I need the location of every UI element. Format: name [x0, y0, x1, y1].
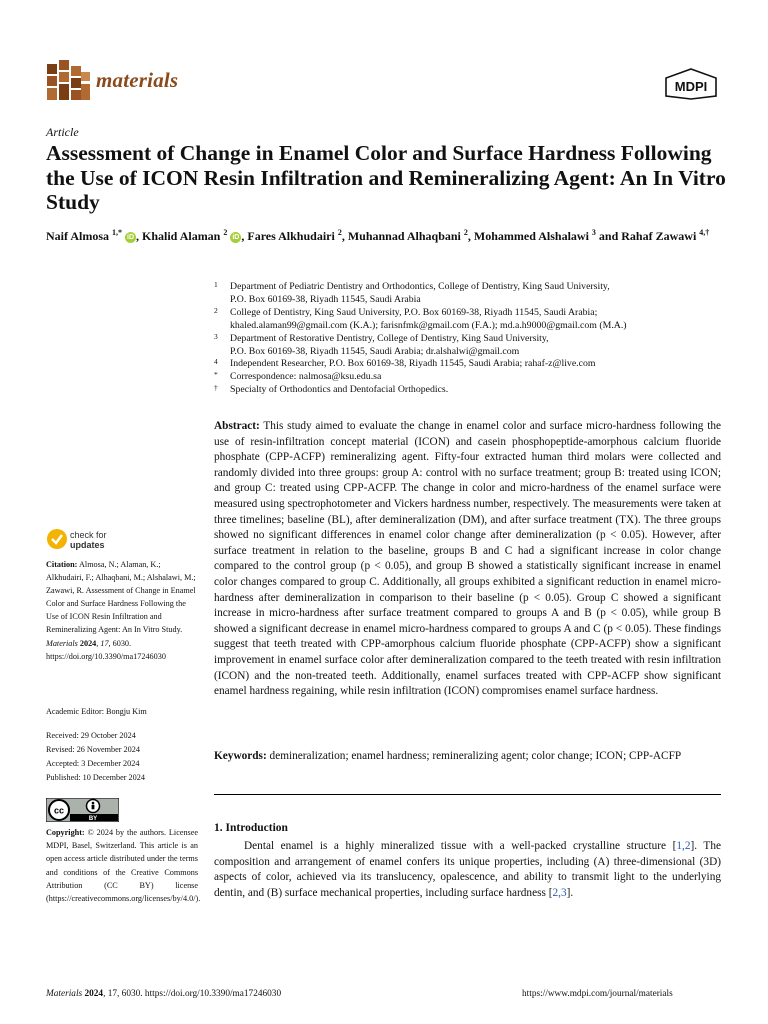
author[interactable]: Khalid Alaman $^2$	[142, 228, 228, 243]
author[interactable]: Rahaf Zawawi $^{4,\dagger}$	[621, 228, 710, 243]
author-affiliation-mark: 4,†	[699, 228, 710, 237]
affiliation-item	[214, 358, 734, 371]
affiliation-mark: 4	[214, 357, 218, 367]
author-affiliation-mark: 3	[591, 228, 596, 237]
abstract-text: This study aimed to evaluate the change in enamel color and surface micro-hardness following the use of resin-infiltration concept material (ICON) and casein phosphopeptide-amorphous calcium fluoride phosphate (CPP-ACFP) remineralizing agent. Fifty-four extracted human third molars were collected and randomly divided into three groups: group A: control with no surface treatment; group B: treated using ICON; and group C: treated using CPP-ACFP. The change in color and micro-hardness of the enamel surface were measured using spectrophotometer and Vickers hardness number, respectively. The measurements were taken at three timelines; baseline (BL), after demineralization (DM), and after surface treatment (TX). The three groups showed no significant differences in enamel color change after demineralization (p < 0.05). However, after surface treatment in relation to the baseline, groups B and C had a significant increase in color change compared to the control group (p < 0.05), and group B showed a statistically significant increase in enamel color changes compared to group C. Additionally, all groups exhibited a significant reduction in enamel micro-hardness after demineralization in comparison to their baseline (p < 0.05). Group C showed a significant increase in micro-hardness after surface treatment compared to groups A and B (p < 0.05), while group B showed a significant decrease in enamel micro-hardness compared to groups A and C (p < 0.05). These findings suggest that teeth treated with CPP-amorphous calcium fluoride phosphate (CPP-ACFP) show a significant improvement in enamel surface color after demineralization compared to the teeth treated with resin infiltration (ICON) and the non-treated teeth. Additionally, enamel surfaces treated with CPP-ACFP show significant enamel hardness regaining, while resin infiltration (ICON) compromises enamel surface hardness.	[214, 420, 721, 698]
date-received: Received: 29 October 2024	[46, 731, 136, 740]
footer-doi[interactable]: , 17, 6030. https://doi.org/10.3390/ma17246030	[103, 989, 282, 999]
intro-paragraph	[214, 839, 721, 901]
keywords-label: Keywords:	[214, 750, 267, 762]
affiliation-line: Specialty of Orthodontics and Dentofacial Orthopedics.	[230, 384, 449, 396]
citation-year: 2024	[79, 638, 97, 648]
affiliation-item	[214, 384, 734, 397]
keywords	[214, 749, 721, 765]
intro-text: Dental enamel is a highly mineralized tissue with a well-packed crystalline structure [	[244, 840, 677, 852]
citation-journal: Materials	[46, 638, 78, 648]
keywords-text: demineralization; enamel hardness; remineralizing agent; color change; ICON; CPP-ACFP	[269, 750, 682, 762]
citation-block	[46, 558, 198, 663]
mdpi-logo[interactable]	[664, 68, 718, 100]
footer-journal-url[interactable]: https://www.mdpi.com/journal/materials	[522, 989, 673, 999]
affiliation-item	[214, 371, 734, 384]
affiliation-line: khaled.alaman99@gmail.com (K.A.); farisnfmk@gmail.com (F.A.); md.a.h9000@gmail.com (M.A.)	[230, 319, 627, 331]
author-affiliation-mark: 2	[223, 228, 228, 237]
date-revised: Revised: 26 November 2024	[46, 745, 140, 754]
affiliation-line: P.O. Box 60169-38, Riyadh 11545, Saudi Arabia	[230, 293, 421, 305]
affiliation-mark: 1	[214, 280, 218, 289]
svg-text:BY: BY	[88, 816, 98, 822]
divider	[214, 794, 721, 795]
orcid-icon[interactable]: iD	[232, 233, 240, 241]
author-list: Naif Almosa $^{1,*}$ iD , Khalid Alaman $^2$ iD , Fares Alkhudairi $^2$, Muhannad Alhaqbani $^2$, Mohammed Alshalawi $^3$ and Rahaf Zawawi $^{4,\dagger}$	[46, 228, 710, 243]
affiliation-line: Department of Pediatric Dentistry and Orthodontics, College of Dentistry, King Saud University,	[230, 281, 610, 292]
affiliation-mark: 2	[214, 305, 218, 315]
intro-text: ].	[566, 886, 574, 899]
copyright-text: © 2024 by the authors. Licensee MDPI, Basel, Switzerland. This article is an open access article distributed under the terms and conditions of the Creative Commons Attribution (CC BY) license (https://creativecommons.org/licenses/by/4.0/).	[46, 828, 201, 904]
orcid-icon[interactable]: iD	[127, 233, 134, 241]
affiliation-item	[214, 333, 734, 359]
cc-by-license-icon[interactable]	[46, 798, 119, 822]
author[interactable]: Muhannad Alhaqbani $^2$	[347, 228, 468, 243]
date-accepted: Accepted: 3 December 2024	[46, 759, 140, 768]
affiliation-line: College of Dentistry, King Saud University, P.O. Box 60169-38, Riyadh 11545, Saudi Arabia;	[230, 306, 598, 318]
citation-label: Citation:	[46, 560, 78, 569]
author-affiliation-mark: 2	[463, 228, 468, 237]
abstract	[214, 419, 721, 700]
intro-text: ]. The composition and arrangement of enamel confers its unique properties, including (A) three-dimensional (3D) aspects of color, achieved via its translucency, opalescence, and ability to transmit light to the underlying dentin, and (B) surface mechanical properties, including surface hardness [	[214, 840, 721, 899]
affiliation-mark: †	[214, 383, 218, 393]
affiliation-item	[214, 307, 734, 333]
author[interactable]: Fares Alkhudairi $^2$	[247, 228, 342, 243]
citation-link[interactable]: 2,3	[552, 886, 567, 899]
citation-text: Almosa, N.; Alaman, K.; Alkhudairi, F.; Alhaqbani, M.; Alshalawi, M.; Zawawi, R. Assessment of Change in Enamel Color and Surface Hardness Following the Use of ICON Resin Infiltration and Remineralizing Agent: An In Vitro Study.	[46, 560, 196, 635]
footer-citation	[46, 989, 281, 999]
article-title: Assessment of Change in Enamel Color and Surface Hardness Following the Use of ICON Resin Infiltration and Remineralizing Agent: An In Vitro Study	[46, 141, 726, 214]
author-affiliation-mark: 2	[337, 228, 342, 237]
date-published: Published: 10 December 2024	[46, 773, 145, 782]
footer-journal: Materials	[46, 989, 83, 999]
check-updates-line1: check for	[70, 530, 107, 540]
affiliation-line: P.O. Box 60169-38, Riyadh 11545, Saudi Arabia; dr.alshalwi@gmail.com	[230, 345, 520, 357]
footer-year: 2024	[84, 989, 104, 999]
section-heading-introduction: 1. Introduction	[214, 822, 288, 834]
check-for-updates-icon[interactable]	[46, 528, 68, 550]
author-affiliation-mark: 1,*	[112, 228, 122, 237]
journal-name[interactable]: materials	[96, 68, 179, 92]
dates	[46, 729, 145, 785]
citation-link[interactable]: 1,2	[676, 840, 691, 852]
svg-text:cc: cc	[53, 805, 65, 816]
author[interactable]: Mohammed Alshalawi $^3$	[473, 228, 596, 243]
academic-editor: Academic Editor: Bongju Kim	[46, 707, 147, 716]
check-updates-line2: updates	[70, 540, 105, 550]
citation-doi[interactable]: 6030. https://doi.org/10.3390/ma17246030	[46, 638, 166, 661]
affiliation-line: Independent Researcher, P.O. Box 60169-38, Riyadh 11545, Saudi Arabia; rahaf-z@live.com	[230, 358, 596, 370]
journal-logo-icon	[45, 60, 91, 102]
copyright-label: Copyright:	[46, 828, 85, 837]
affiliations	[214, 281, 734, 397]
article-type: Article	[46, 125, 79, 139]
affiliation-mark: *	[214, 370, 218, 380]
copyright-block	[46, 826, 201, 905]
citation-volume: , 17,	[96, 638, 111, 648]
affiliation-item	[214, 281, 734, 307]
check-for-updates-button[interactable]	[70, 530, 107, 550]
affiliation-line: Department of Restorative Dentistry, College of Dentistry, King Saud University,	[230, 332, 549, 344]
abstract-label: Abstract:	[214, 420, 260, 432]
author[interactable]: Naif Almosa $^{1,*}$	[46, 228, 122, 243]
affiliation-mark: 3	[214, 331, 218, 341]
svg-text:MDPI: MDPI	[674, 79, 708, 94]
affiliation-line: Correspondence: nalmosa@ksu.edu.sa	[230, 371, 382, 383]
